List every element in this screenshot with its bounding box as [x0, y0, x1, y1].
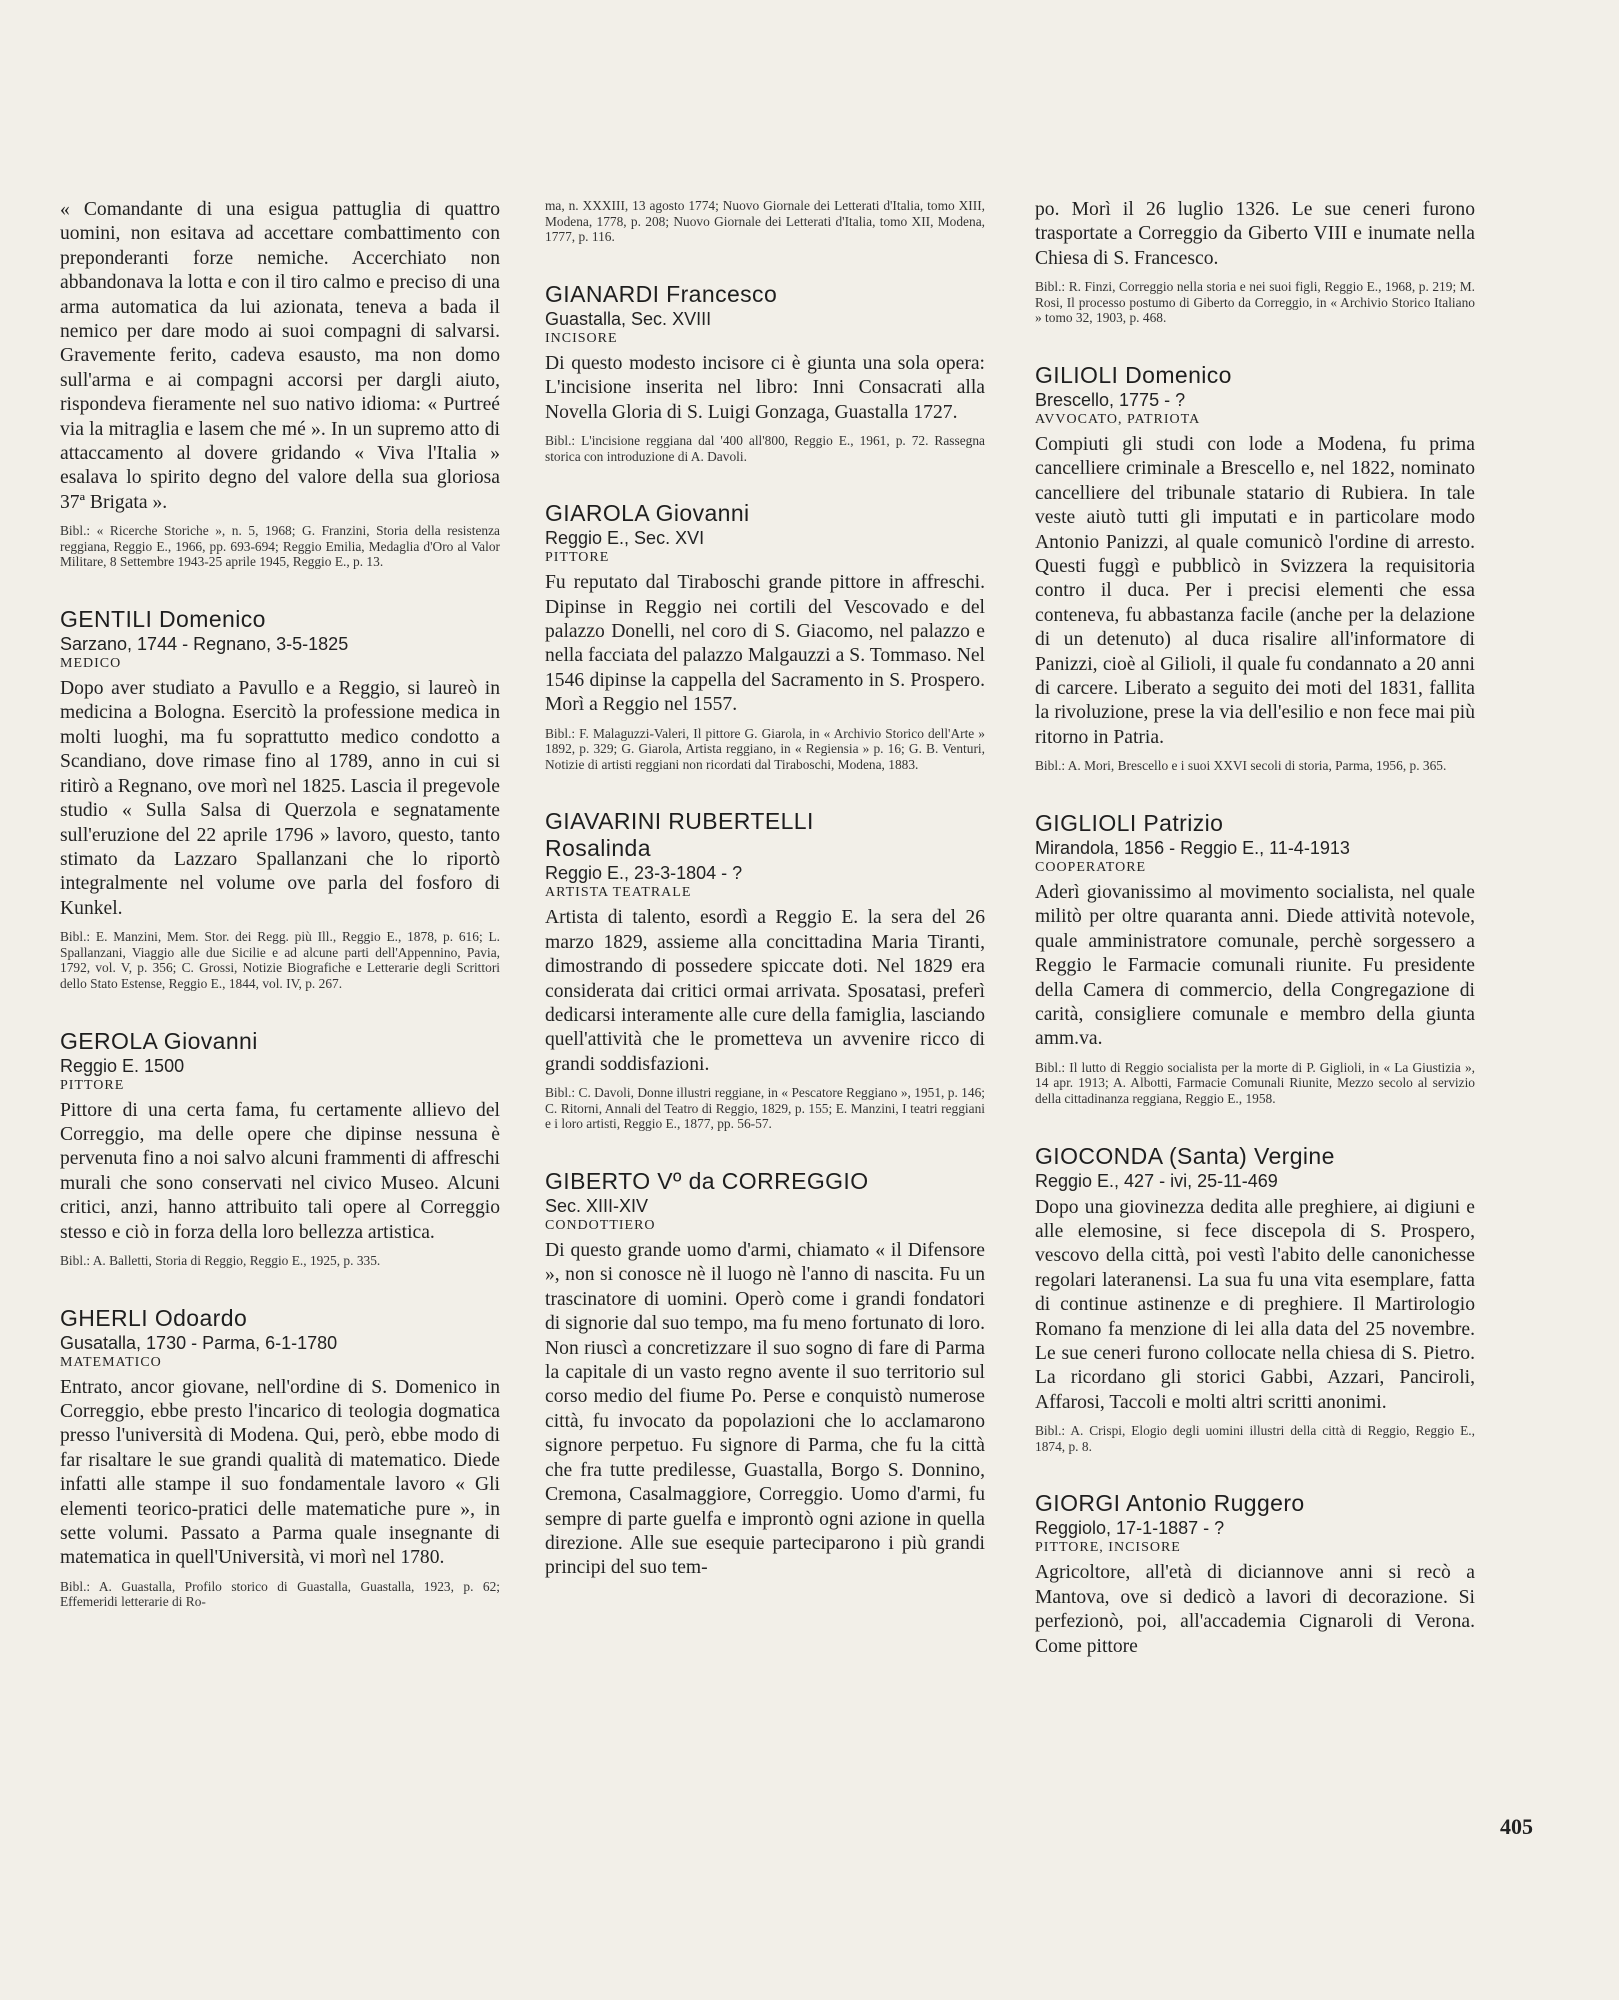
entry-role: CONDOTTIERO — [545, 1218, 656, 1234]
page-number: 405 — [1500, 1814, 1533, 1839]
entry-place: Sec. XIII-XIV — [545, 1196, 649, 1217]
entry-name: GENTILI Domenico — [60, 606, 266, 633]
entry-name: GIBERTO Vº da CORREGGIO — [545, 1168, 869, 1195]
entry-place: Reggio E., Sec. XVI — [545, 528, 705, 549]
entry-text: Compiuti gli studi con lode a Modena, fu prima cancelliere criminale a Brescello e, nel 1822, nominato cancelliere del tribunale statario di Rubiera. In tale veste aiutò tutti gli imputati e in particolare modo Antonio Panizzi, al quale comunicò l'ordine di arresto. Questi fuggì e pubblicò in Svizzera la requisitoria contro il duca. Per i precisi elementi che essa conteneva, fu abbastanza facile (anche per la delazione di un detenuto) al duca risalire all'informatore di Panizzi, cioè al Gilioli, il quale fu condannato a 20 anni di carcere. Liberato a seguito dei moti del 1831, fallita la rivoluzione, prese la via dell'esilio e non fece mai più ritorno in Patria. — [1035, 434, 1475, 748]
entry-bibliography: Bibl.: A. Guastalla, Profilo storico di Guastalla, Guastalla, 1923, p. 62; Effemeridi letterarie di Ro- — [60, 1578, 500, 1610]
entry-text: Pittore di una certa fama, fu certamente allievo del Correggio, ma delle opere che dipinse nessuna è pervenuta fino a noi salvo alcuni frammenti di affreschi murali che sono conservati nel civico Museo. Alcuni critici, anzi, hanno attribuito tali opere al Correggio stesso e ciò in forza della loro bellezza artistica. — [60, 1099, 500, 1243]
biography-entry — [545, 1168, 985, 1581]
entry-text: Artista di talento, esordì a Reggio E. la sera del 26 marzo 1829, assieme alla concittadina Maria Tiranti, dimostrando di possedere spiccate doti. Nel 1829 era considerata dai critici ormai arrivata. Sposatasi, preferì dedicarsi interamente alle cure della famiglia, lasciando quell'attività che le prometteva un avvenire ricco di grandi soddisfazioni. — [545, 907, 985, 1075]
entry-bibliography: Bibl.: A. Crispi, Elogio degli uomini illustri della città di Reggio, Reggio E., 1874, p. 8. — [1035, 1423, 1475, 1454]
entry-place: Reggiolo, 17-1-1887 - ? — [1035, 1518, 1225, 1539]
entry-bibliography: Bibl.: Il lutto di Reggio socialista per la morte di P. Giglioli, in « La Giustizia », 14 apr. 1913; A. Albotti, Farmacie Comunali Riunite, Mezzo secolo al servizio della cittadinanza reggiana, Reggio E., 1958. — [1035, 1059, 1475, 1106]
entry-name: GIAROLA Giovanni — [545, 500, 750, 527]
entry-name-continued: Rosalinda — [545, 835, 651, 862]
entry-bibliography: Bibl.: E. Manzini, Mem. Stor. dei Regg. più Ill., Reggio E., 1878, p. 616; L. Spallanzani, Viaggio alle due Sicilie e ad alcune parti dell'Appennino, Pavia, 1792, vol. V, p. 356; C. Grossi, Notizie Biografiche e Letterarie degli Scrittori dello Stato Estense, Reggio E., 1844, vol. IV, p. 267. — [60, 929, 500, 991]
entry-role: AVVOCATO, PATRIOTA — [1035, 412, 1201, 427]
entry-place: Reggio E., 23-3-1804 - ? — [545, 863, 743, 884]
entry-text: « Comandante di una esigua pattuglia di quattro uomini, non esitava ad accettare combattimento con preponderanti forze nemiche. Accerchiato non abbandonava la lotta e con il tiro calmo e preciso di una arma automatica da lui azionata, teneva a bada il nemico per dare modo ai suoi compagni di salvarsi. Gravemente ferito, cadeva esausto, ma non domo sull'arma e ai compagni accorsi per dargli aiuto, rispondeva fieramente nel suo nativo idioma: « Purtreé via la mitraglia e lasem che mé ». In un supremo atto di attaccamento al dovere gridando « Viva l'Italia » esalava lo spirito degno del valore della sua gloriosa 37ª Brigata ». — [60, 199, 500, 513]
entry-text: po. Morì il 26 luglio 1326. Le sue ceneri furono trasportate a Correggio da Giberto VIII e inumate nella Chiesa di S. Francesco. — [1035, 199, 1475, 269]
biography-entry — [1035, 362, 1475, 774]
entry-name: GIOCONDA (Santa) Vergine — [1035, 1142, 1335, 1169]
entry-text: Agricoltore, all'età di diciannove anni si recò a Mantova, ove si dedicò a lavori di decorazione. Si perfezionò, poi, all'accademia Cignaroli di Verona. Come pittore — [1035, 1562, 1475, 1657]
entry-text: Di questo grande uomo d'armi, chiamato « il Difensore », non si conosce nè il luogo nè l'anno di nascita. Fu un trascinatore di uomini. Operò come i grandi fondatori di signorie dal suo tempo, ma fu meno fortunato di loro. Non riuscì a concretizzare il suo sogno di fare di Parma la capitale di un vasto regno avente il suo territorio sul corso medio del fiume Po. Perse e conquistò numerose città, fu invocato da popolazioni che lo acclamarono signore perpetuo. Fu signore di Parma, che fu la città che fra tutte predilesse, Guastalla, Borgo S. Donnino, Cremona, Casalmaggiore, Correggio. Uomo d'armi, fu sempre di parte guelfa e improntò ogni azione in quella direzione. Alle sue esequie parteciparono i più grandi principi del suo tem- — [545, 1240, 985, 1579]
entry-role: MEDICO — [60, 656, 122, 672]
entry-text: Dopo aver studiato a Pavullo e a Reggio, si laureò in medicina a Bologna. Esercitò la professione medica in molti luoghi, ma fu soprattutto medico condotto a Scandiano, dove rimase fino al 1789, anno in cui si ritirò a Regnano, ove morì nel 1825. Lascia il pregevole studio « Sulla Salsa di Querzola e segnatamente sull'eruzione del 22 aprile 1796 » lavoro, questo, tanto stimato da Lazzaro Spallanzani che lo riportò integralmente nel volume ove parla del fosforo di Kunkel. — [60, 678, 500, 919]
entry-bibliography: ma, n. XXXIII, 13 agosto 1774; Nuovo Giornale dei Letterati d'Italia, tomo XIII, Modena, 1778, p. 208; Nuovo Giornale dei Letterati d'Italia, tomo XII, Modena, 1777, p. 116. — [545, 198, 985, 245]
biography-entry — [1035, 810, 1475, 1107]
biography-entry — [60, 1028, 500, 1269]
entry-bibliography: Bibl.: L'incisione reggiana dal '400 all'800, Reggio E., 1961, p. 72. Rassegna storica con introduzione di A. Davoli. — [545, 433, 985, 464]
entry-name: GIGLIOLI Patrizio — [1035, 809, 1224, 836]
entry-bibliography: Bibl.: R. Finzi, Correggio nella storia e nei suoi figli, Reggio E., 1968, p. 219; M. Rosi, Il processo postumo di Giberto da Correggio, in « Archivio Storico Italiano » tomo 32, 1903, p. 468. — [1035, 279, 1475, 326]
entry-place: Brescello, 1775 - ? — [1035, 390, 1186, 410]
biography-entry — [60, 606, 500, 991]
entry-name: GILIOLI Domenico — [1035, 362, 1232, 388]
entry-role: ARTISTA TEATRALE — [545, 885, 692, 901]
entry-bibliography: Bibl.: C. Davoli, Donne illustri reggiane, in « Pescatore Reggiano », 1951, p. 146; C. Ritorni, Annali del Teatro di Reggio, 1829, p. 155; E. Manzini, I teatri reggiani e i loro artisti, Reggio E., 1877, pp. 56-57. — [545, 1085, 985, 1132]
entry-text: Fu reputato dal Tiraboschi grande pittore in affreschi. Dipinse in Reggio nei cortili del Vescovado e del palazzo Donelli, nel coro di S. Giacomo, nel palazzo e nella facciata del palazzo Malgauzzi a S. Tommaso. Nel 1546 dipinse la cappella del Sacramento in S. Prospero. Morì a Reggio nel 1557. — [545, 572, 985, 716]
entry-place: Guastalla, Sec. XVIII — [545, 308, 712, 329]
entry-text: Dopo una giovinezza dedita alle preghiere, ai digiuni e alle elemosine, si fece discepola di S. Prospero, vescovo della città, poi vestì l'abito delle canonichesse regolari lateranensi. La sua fu una vita esemplare, fatta di continue astinenze e di preghiere. Il Martirologio Romano fa menzione di lei alla data del 25 novembre. Le sue ceneri furono collocate nella chiesa di S. Pietro. La ricordano gli storici Gabbi, Azzari, Panciroli, Affarosi, Taccoli e molti altri scritti anonimi. — [1035, 1196, 1475, 1413]
entry-bibliography: Bibl.: « Ricerche Storiche », n. 5, 1968; G. Franzini, Storia della resistenza reggiana, Reggio E., 1966, pp. 693-694; Reggio Emilia, Medaglia d'Oro al Valor Militare, 8 Settembre 1943-25 aprile 1945, Reggio E., p. 13. — [60, 523, 500, 570]
entry-role: PITTORE — [60, 1077, 125, 1093]
entry-name: GHERLI Odoardo — [60, 1304, 248, 1331]
entry-name: GIORGI Antonio Ruggero — [1035, 1490, 1305, 1517]
column-3 — [1035, 198, 1475, 1659]
entry-text: Aderì giovanissimo al movimento socialista, nel quale militò per oltre quaranta anni. Diede attività notevole, quale amministratore comunale, perchè sorgessero a Reggio le Farmacie comunali riunite. Fu presidente della Camera di commercio, della Congregazione di carità, consigliere comunale e membro della giunta amm.va. — [1035, 881, 1475, 1050]
entry-name: GEROLA Giovanni — [60, 1027, 258, 1054]
entry-name: GIANARDI Francesco — [545, 280, 778, 307]
biography-entry — [1035, 1143, 1475, 1455]
entry-bibliography: Bibl.: F. Malaguzzi-Valeri, Il pittore G. Giarola, in « Archivio Storico dell'Arte » 1892, p. 329; G. Giarola, Artista reggiano, in « Regiensia » p. 16; G. B. Venturi, Notizie di artisti reggiani non ricordati dal Tiraboschi, Modena, 1883. — [545, 725, 985, 772]
entry-text: Entrato, ancor giovane, nell'ordine di S. Domenico in Correggio, ebbe presto l'incarico di teologia dogmatica presso l'università di Modena. Qui, però, ebbe modo di far risaltare le sue grandi qualità di matematico. Diede infatti alle stampe il suo fondamentale lavoro « Gli elementi teorico-pratici delle matematiche pure », in sette volumi. Passato a Parma quale insegnante di matematica in quell'Università, vi morì nel 1780. — [60, 1376, 500, 1569]
column-2 — [545, 198, 985, 1581]
entry-name: GIAVARINI RUBERTELLI — [545, 808, 814, 835]
entry-place: Mirandola, 1856 - Reggio E., 11-4-1913 — [1035, 837, 1350, 858]
entry-bibliography: Bibl.: A. Mori, Brescello e i suoi XXVI secoli di storia, Parma, 1956, p. 365. — [1035, 758, 1447, 774]
entry-role: PITTORE — [545, 550, 610, 566]
entry-role: PITTORE, INCISORE — [1035, 1540, 1181, 1556]
biography-entry — [545, 500, 985, 772]
entry-place: Reggio E., 427 - ivi, 25-11-469 — [1035, 1170, 1278, 1191]
entry-place: Gusatalla, 1730 - Parma, 6-1-1780 — [60, 1332, 338, 1353]
biography-entry — [60, 1305, 500, 1610]
biography-entry — [1035, 1490, 1475, 1659]
entry-role: MATEMATICO — [60, 1354, 162, 1370]
biography-entry — [545, 808, 985, 1132]
entry-role: INCISORE — [545, 330, 618, 346]
entry-place: Reggio E. 1500 — [60, 1055, 185, 1076]
entry-place: Sarzano, 1744 - Regnano, 3-5-1825 — [60, 634, 349, 655]
biography-entry — [545, 281, 985, 464]
entry-role: COOPERATORE — [1035, 859, 1147, 875]
entry-bibliography: Bibl.: A. Balletti, Storia di Reggio, Reggio E., 1925, p. 335. — [60, 1252, 381, 1268]
column-1 — [60, 198, 500, 1610]
entry-text: Di questo modesto incisore ci è giunta una sola opera: L'incisione inserita nel libro: Inni Consacrati alla Novella Gloria di S. Luigi Gonzaga, Guastalla 1727. — [545, 352, 985, 423]
